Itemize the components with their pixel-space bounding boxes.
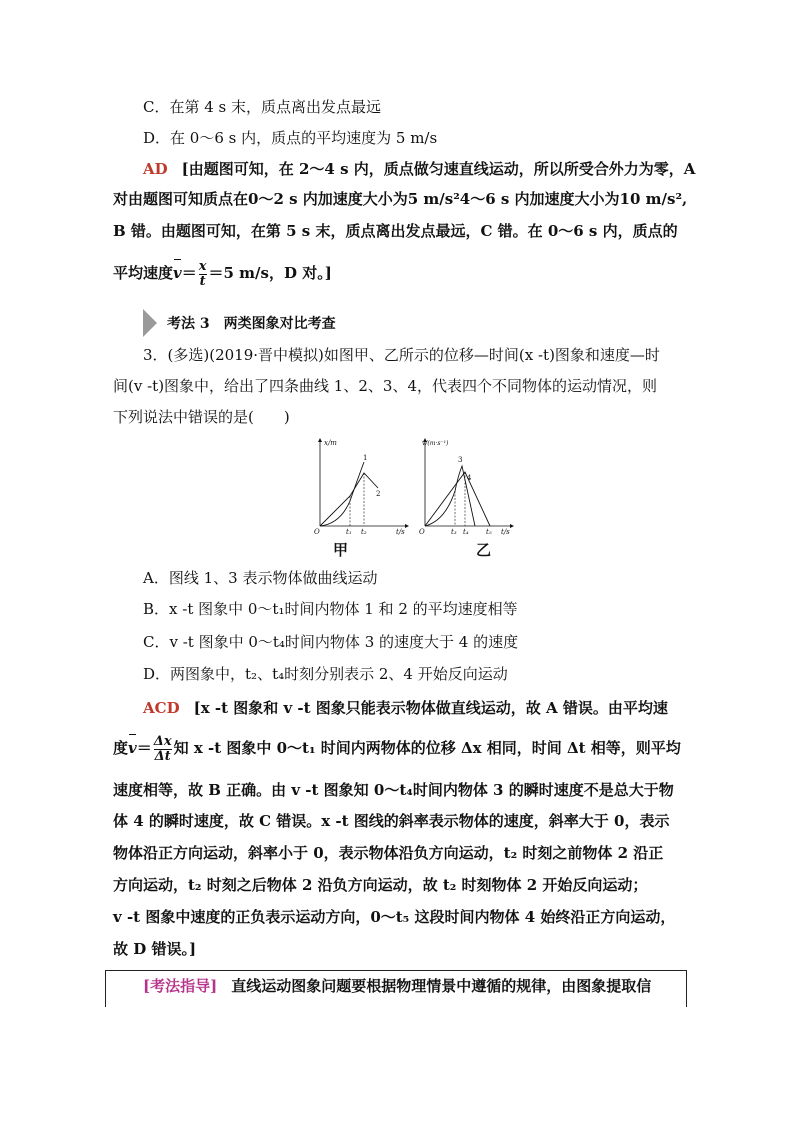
equals-sign: ＝ <box>136 739 152 757</box>
answer-line-4: 体 4 的瞬时速度，故 C 错误。x -t 图线的斜率表示物体的速度，斜率大于 0，表示 <box>113 812 670 830</box>
method-guide-label: [考法指导] <box>143 977 218 995</box>
option-d-prev: D．在 0～6 s 内，质点的平均速度为 5 m/s <box>143 129 438 147</box>
answer-prev-line-1 <box>143 159 713 179</box>
answer-text-2a: 度 <box>113 739 129 757</box>
answer-prev-label: AD <box>143 160 168 178</box>
answer-text-1: [x -t 图象和 v -t 图象只能表示物体做直线运动，故 A 错误。由平均速 <box>193 699 668 717</box>
answer-text-2b: 知 x -t 图象中 0～t₁ 时间内两物体的位移 Δx 相同，时间 Δt 相等，则平均 <box>173 739 681 757</box>
t3-label: t₃ <box>451 528 457 536</box>
v-t-graph <box>419 438 514 536</box>
option-d: D．两图象中，t₂、t₄时刻分别表示 2、4 开始反向运动 <box>143 665 508 683</box>
option-b: B．x -t 图象中 0～t₁时间内物体 1 和 2 的平均速度相等 <box>143 600 518 618</box>
curve-2-label: 2 <box>376 490 381 498</box>
equals-sign: ＝ <box>181 264 197 282</box>
figure-caption-jia: 甲 <box>333 541 349 559</box>
y-axis-arrow-icon <box>318 438 322 442</box>
answer-line-8: 故 D 错误。] <box>113 940 197 958</box>
fraction-denominator: Δt <box>154 748 171 764</box>
question-line-2: 间(v -t)图象中，给出了四条曲线 1、2、3、4，代表四个不同物体的运动情况，则 <box>113 377 657 395</box>
x-t-ylabel: x/m <box>324 439 337 447</box>
answer-prev-line-3: B 错。由题图可知，在第 5 s 末，质点离出发点最远，C 错。在 0～6 s 内，质点的 <box>113 222 678 240</box>
triangle-arrow-icon <box>143 309 157 337</box>
fraction-numerator: x <box>198 258 207 274</box>
v-t-xlabel: t/s <box>501 528 510 536</box>
curve-4-label: 4 <box>467 474 472 482</box>
t1-label: t₁ <box>346 528 352 536</box>
answer-prev-text-1: [由题图可知，在 2～4 s 内，质点做匀速直线运动，所以所受合外力为零，A <box>181 160 696 178</box>
method-tag <box>143 309 336 337</box>
answer-line-6: 方向运动，t₂ 时刻之后物体 2 沿负方向运动，故 t₂ 时刻物体 2 开始反向运动； <box>113 876 648 894</box>
t4-label: t₄ <box>463 528 469 536</box>
option-c-prev: C．在第 4 s 末，质点离出发点最远 <box>143 98 382 116</box>
motion-graphs-figure <box>310 436 520 536</box>
answer-line-5: 物体沿正方向运动，斜率小于 0，表示物体沿负方向运动，t₂ 时刻之前物体 2 沿正 <box>113 844 664 862</box>
avg-velocity-symbol: v <box>173 258 182 288</box>
v-t-ylabel: v/(m·s⁻¹) <box>422 440 449 447</box>
answer-prev-text-4a: 平均速度 <box>113 264 174 282</box>
answer-prev-text-4b: ＝5 m/s，D 对。] <box>208 264 332 282</box>
x-t-origin: O <box>314 528 320 536</box>
t2-label: t₂ <box>361 528 367 536</box>
t5-label: t₅ <box>486 528 492 536</box>
method-guide-line <box>143 976 713 996</box>
question-line-3: 下列说法中错误的是( ) <box>113 408 290 426</box>
x-t-graph <box>314 438 409 536</box>
fraction-numerator: Δx <box>153 733 172 749</box>
method-title: 考法 3 两类图象对比考查 <box>167 316 336 332</box>
answer-prev-line-2: 对由题图可知质点在0～2 s 内加速度大小为5 m/s²4～6 s 内加速度大小为10 m/s², <box>113 190 688 208</box>
x-axis-arrow-icon <box>510 524 514 528</box>
curve-3-label: 3 <box>458 456 463 464</box>
answer-line-3: 速度相等，故 B 正确。由 v -t 图象知 0～t₄时间内物体 3 的瞬时速度不是总大于物 <box>113 781 674 799</box>
option-c: C．v -t 图象中 0～t₄时间内物体 3 的速度大于 4 的速度 <box>143 633 519 651</box>
fraction-denominator: t <box>199 273 206 289</box>
answer-prev-line-4 <box>113 258 683 289</box>
x-t-xlabel: t/s <box>396 528 405 536</box>
curve-2 <box>320 473 381 526</box>
option-a: A．图线 1、3 表示物体做曲线运动 <box>143 569 378 587</box>
x-axis-arrow-icon <box>405 524 409 528</box>
fraction-x-over-t <box>199 260 207 289</box>
method-guide-text: 直线运动图象问题要根据物理情景中遵循的规律，由图象提取信 <box>231 977 652 995</box>
question-line-1: 3．(多选)(2019·晋中模拟)如图甲、乙所示的位移—时间(x -t)图象和速度—时 <box>143 346 660 364</box>
v-t-origin: O <box>419 528 425 536</box>
answer-line-7: v -t 图象中速度的正负表示运动方向，0～t₅ 这段时间内物体 4 始终沿正方向运动， <box>113 908 676 926</box>
fraction-dx-over-dt <box>154 735 172 764</box>
answer-label: ACD <box>143 699 180 717</box>
curve-1-label: 1 <box>363 454 368 462</box>
curve-1 <box>320 462 364 526</box>
avg-velocity-symbol: v <box>128 733 137 763</box>
answer-line-2 <box>113 733 683 764</box>
figure-caption-yi: 乙 <box>476 541 492 559</box>
answer-line-1 <box>143 698 713 718</box>
